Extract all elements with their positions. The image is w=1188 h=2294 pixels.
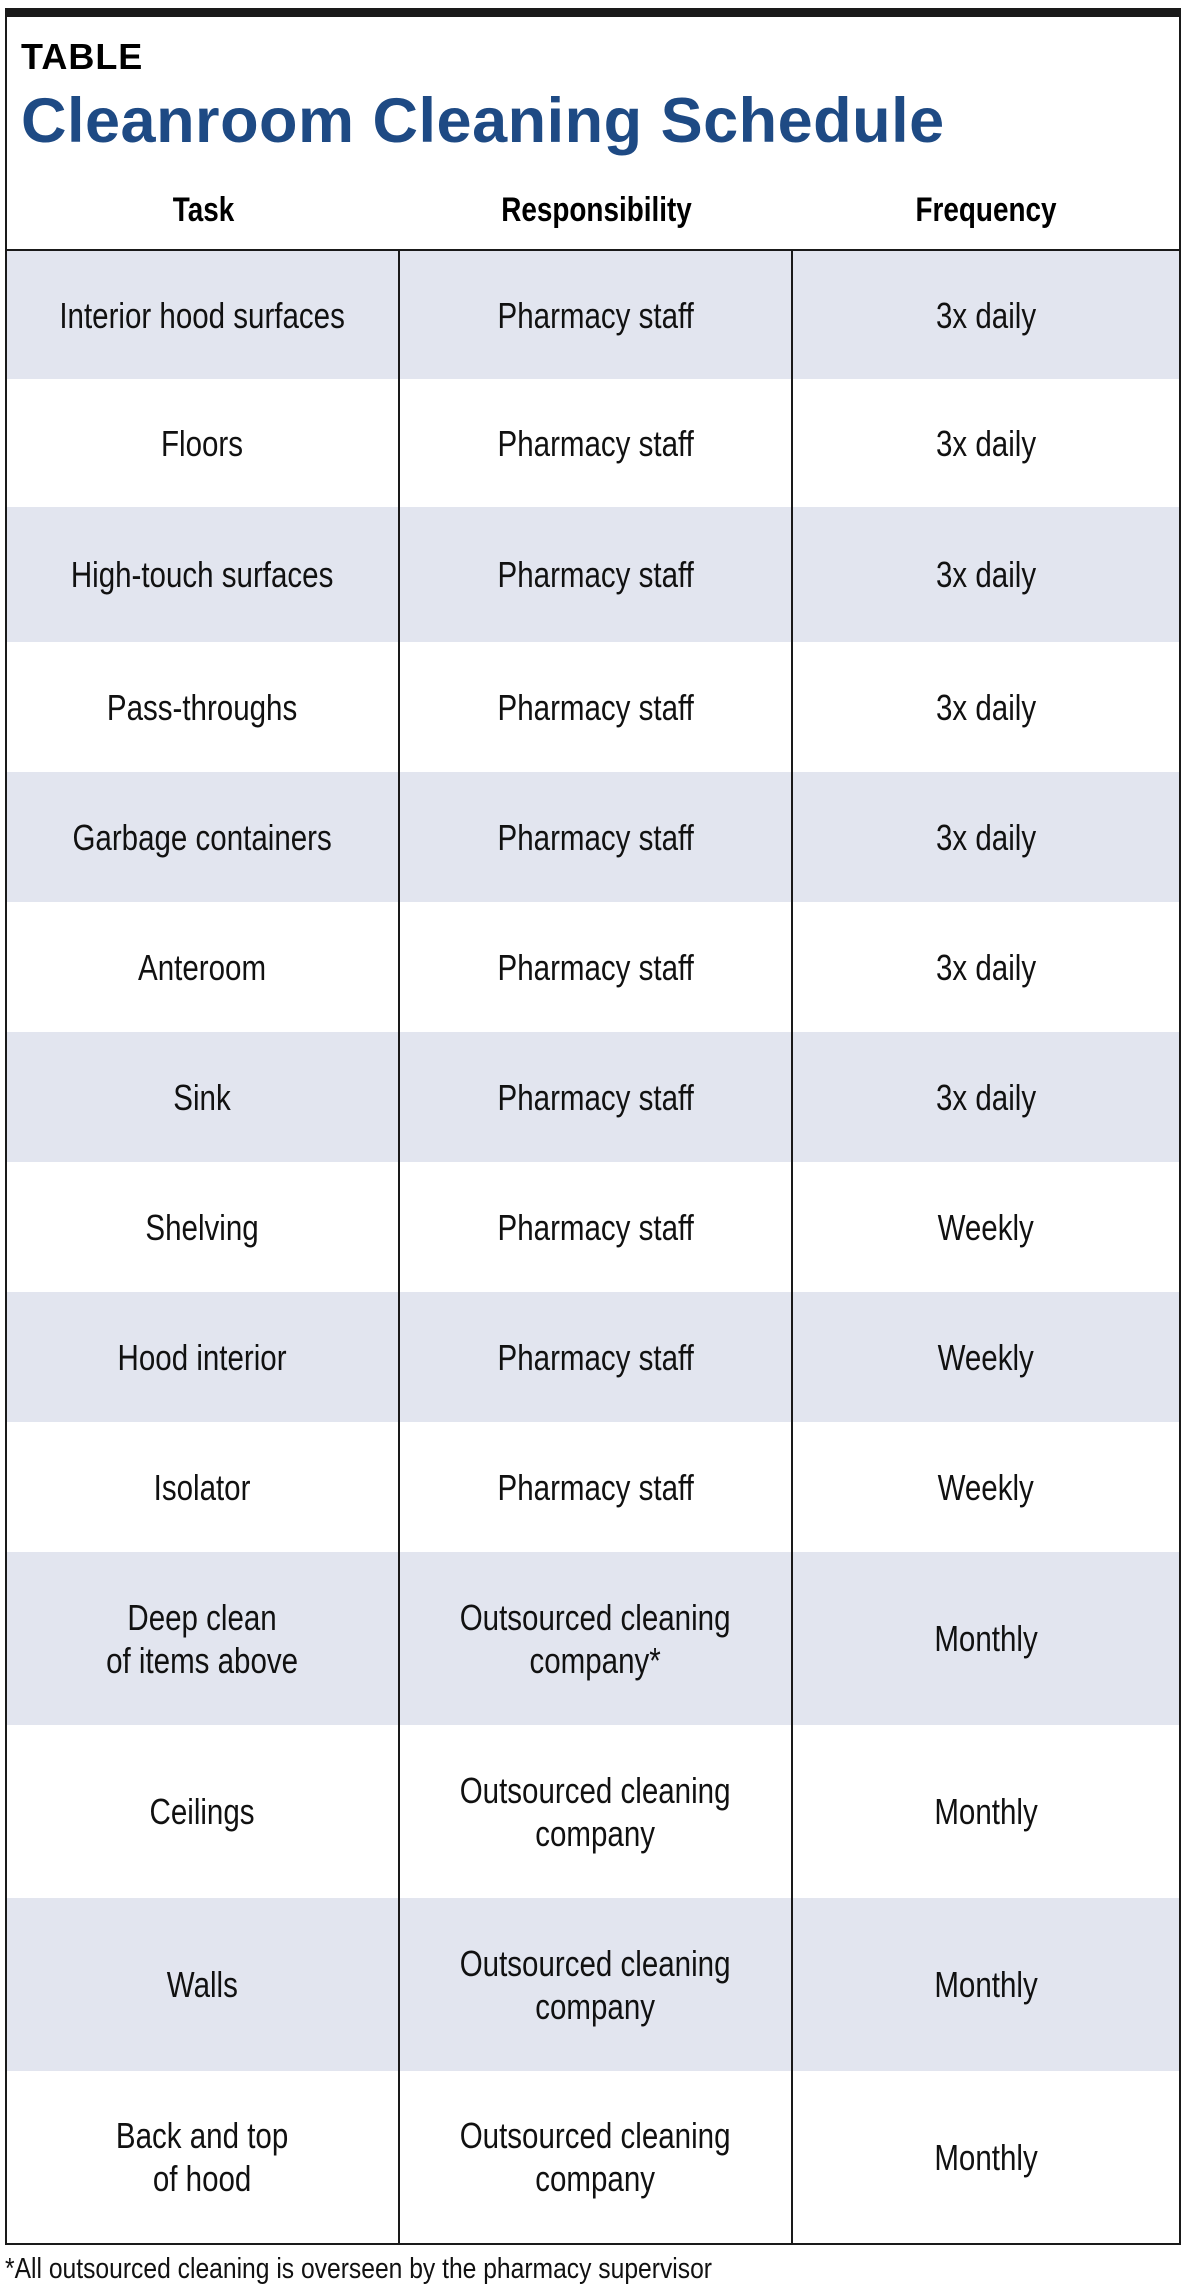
responsibility-cell: Pharmacy staff [400,902,793,1032]
table-row [7,2071,1179,2243]
task-cell: Shelving [7,1162,400,1292]
frequency-cell: 3x daily [935,946,1037,988]
responsibility-cell: Outsourced cleaning company [400,1898,793,2071]
column-header-task: Task [172,191,235,229]
table-row [7,1422,1179,1552]
frequency-cell: 3x daily [935,816,1037,858]
table-row [7,1032,1179,1162]
responsibility-cell: Pharmacy staff [400,379,793,507]
task-cell: Floors [7,379,400,507]
table-row [7,1292,1179,1422]
responsibility-cell: Pharmacy staff [400,251,793,379]
responsibility-cell: Pharmacy staff [400,1162,793,1292]
table-row [7,902,1179,1032]
table-body [7,251,1179,2243]
task-cell: High-touch surfaces [7,507,400,642]
task-cell: Hood interior [7,1292,400,1422]
table-header [7,17,1179,251]
table-row [7,379,1179,507]
task-cell: Anteroom [7,902,400,1032]
table-row [7,251,1179,379]
table-kicker: TABLE [21,36,144,77]
table-row [7,1725,1179,1898]
table-row [7,1552,1179,1725]
task-cell: Pass-throughs [7,642,400,772]
footnote: *All outsourced cleaning is overseen by the pharmacy supervisor [5,2253,713,2285]
table-row [7,507,1179,642]
frequency-cell: 3x daily [935,294,1037,336]
responsibility-cell: Pharmacy staff [400,507,793,642]
responsibility-cell: Outsourced cleaning company* [400,1552,793,1725]
task-cell: Isolator [7,1422,400,1552]
frequency-cell: Monthly [934,1618,1038,1659]
table-row [7,772,1179,902]
table-row [7,1898,1179,2071]
responsibility-cell: Outsourced cleaning company [400,1725,793,1898]
responsibility-cell: Pharmacy staff [400,642,793,772]
frequency-cell: Weekly [937,1206,1035,1248]
task-cell: Deep clean of items above [7,1552,400,1725]
task-cell: Walls [7,1898,400,2071]
responsibility-cell: Pharmacy staff [400,1032,793,1162]
task-cell: Ceilings [7,1725,400,1898]
responsibility-cell: Pharmacy staff [400,1422,793,1552]
task-cell: Back and top of hood [7,2071,400,2243]
frequency-cell: Monthly [934,1791,1038,1832]
frequency-cell: Monthly [934,2136,1038,2178]
table-frame [5,8,1181,2245]
frequency-cell: 3x daily [935,422,1037,464]
responsibility-cell: Pharmacy staff [400,772,793,902]
table-title: Cleanroom Cleaning Schedule [21,86,945,156]
frequency-cell: 3x daily [935,686,1037,728]
table-row [7,642,1179,772]
task-cell: Garbage containers [7,772,400,902]
frequency-cell: Weekly [937,1336,1035,1378]
responsibility-cell: Pharmacy staff [400,1292,793,1422]
frequency-cell: 3x daily [935,554,1037,595]
task-cell: Sink [7,1032,400,1162]
column-header-responsibility: Responsibility [501,191,692,229]
frequency-cell: Weekly [937,1466,1035,1508]
table-row [7,1162,1179,1292]
frequency-cell: Monthly [934,1964,1038,2005]
responsibility-cell: Outsourced cleaning company [400,2071,793,2243]
frequency-cell: 3x daily [935,1076,1037,1118]
column-header-frequency: Frequency [915,191,1057,229]
task-cell: Interior hood surfaces [7,251,400,379]
